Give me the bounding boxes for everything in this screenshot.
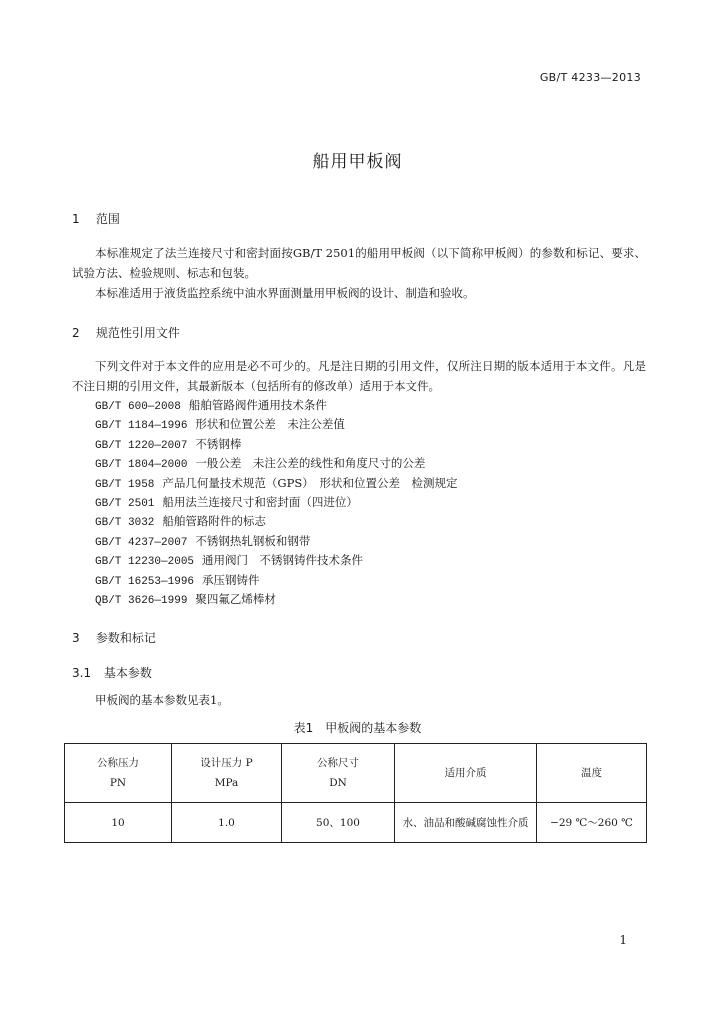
scope-paragraph-1: 本标准规定了法兰连接尺寸和密封面按GB/T 2501的船用甲板阀（以下简称甲板阀）的参数和标记、要求、试验方法、检验规则、标志和包装。 — [72, 246, 646, 280]
reference-item — [95, 493, 457, 512]
reference-code: GB/T 3032 — [95, 517, 155, 530]
header-medium — [395, 744, 537, 803]
cell-design-pressure: 1.0 — [172, 803, 282, 843]
reference-title: 承压钢铸件 — [202, 572, 260, 587]
reference-item — [95, 512, 457, 531]
reference-code: GB/T 4237—2007 — [95, 536, 188, 549]
reference-list — [95, 396, 457, 609]
reference-item — [95, 435, 457, 454]
reference-item — [95, 532, 457, 551]
reference-title: 聚四氟乙烯棒材 — [195, 591, 276, 606]
reference-code: GB/T 1184—1996 — [95, 420, 188, 433]
reference-title: 产品几何量技术规范（GPS） 形状和位置公差 检测规定 — [162, 475, 458, 490]
header-temperature — [537, 744, 647, 803]
header-nominal-pressure — [65, 744, 172, 803]
section-1-heading — [72, 210, 120, 227]
reference-item — [95, 396, 457, 415]
section-title: 参数和标记 — [95, 631, 156, 645]
section-title: 范围 — [95, 212, 120, 226]
parameters-table — [64, 743, 647, 843]
normative-intro: 下列文件对于本文件的应用是必不可少的。凡是注日期的引用文件，仅所注日期的版本适用于本文件。凡是不注日期的引用文件，其最新版本（包括所有的修改单）适用于本文件。 — [72, 359, 646, 393]
reference-title: 一般公差 未注公差的线性和角度尺寸的公差 — [195, 456, 426, 471]
reference-title: 船用法兰连接尺寸和密封面（四进位） — [162, 494, 358, 509]
reference-item — [95, 474, 457, 493]
header-unit: MPa — [214, 777, 239, 789]
header-label: 设计压力 P — [200, 757, 253, 769]
params-intro: 甲板阀的基本参数见表1。 — [95, 693, 229, 707]
reference-code: GB/T 1220—2007 — [95, 439, 188, 452]
document-title: 船用甲板阀 — [312, 152, 403, 172]
section-2-heading — [72, 324, 180, 341]
reference-code: GB/T 600—2008 — [95, 401, 181, 413]
table-caption: 表1 甲板阀的基本参数 — [293, 721, 422, 735]
scope-paragraph-2: 本标准适用于液货监控系统中油水界面测量用甲板阀的设计、制造和验收。 — [95, 286, 475, 300]
header-label: 适用介质 — [444, 767, 487, 779]
subsection-title: 基本参数 — [103, 666, 152, 680]
header-unit: PN — [109, 777, 127, 789]
reference-item — [95, 590, 457, 609]
reference-code: GB/T 2501 — [95, 497, 155, 510]
reference-item — [95, 551, 457, 570]
reference-item — [95, 454, 457, 473]
reference-item — [95, 571, 457, 590]
header-label: 温度 — [581, 767, 602, 779]
header-label: 公称压力 — [97, 757, 139, 769]
header-design-pressure — [172, 744, 282, 803]
reference-code: GB/T 1958 — [95, 478, 155, 491]
section-3-heading — [72, 629, 156, 646]
reference-title: 船舶管路附件的标志 — [162, 514, 266, 529]
subsection-number: 3.1 — [72, 666, 92, 680]
reference-title: 形状和位置公差 未注公差值 — [195, 417, 345, 432]
reference-code: GB/T 1804—2000 — [95, 459, 188, 472]
header-nominal-size — [282, 744, 395, 803]
reference-code: GB/T 16253—1996 — [95, 575, 195, 588]
section-number: 3 — [72, 631, 80, 645]
reference-title: 不锈钢棒 — [195, 436, 242, 451]
cell-nominal-size: 50、100 — [282, 803, 395, 843]
reference-title: 不锈钢热轧钢板和钢带 — [195, 533, 311, 548]
reference-title: 船舶管路阀件通用技术条件 — [188, 398, 327, 412]
standard-code: GB/T 4233—2013 — [539, 71, 641, 84]
page-number: 1 — [619, 933, 627, 947]
header-unit: DN — [329, 777, 347, 789]
reference-item — [95, 415, 457, 434]
section-number: 2 — [72, 326, 80, 340]
section-number: 1 — [72, 212, 80, 226]
header-label: 公称尺寸 — [317, 757, 359, 769]
subsection-3-1-heading — [72, 664, 152, 681]
reference-title: 通用阀门 不锈钢铸件技术条件 — [202, 553, 364, 568]
reference-code: GB/T 12230—2005 — [95, 556, 195, 569]
reference-code: QB/T 3626—1999 — [95, 594, 188, 607]
cell-temperature: −29 ℃～260 ℃ — [537, 803, 647, 843]
table-header-row — [65, 744, 647, 803]
section-title: 规范性引用文件 — [95, 326, 180, 340]
table-row — [65, 803, 647, 843]
cell-medium: 水、油品和酸碱腐蚀性介质 — [395, 803, 537, 843]
cell-nominal-pressure: 10 — [65, 803, 172, 843]
